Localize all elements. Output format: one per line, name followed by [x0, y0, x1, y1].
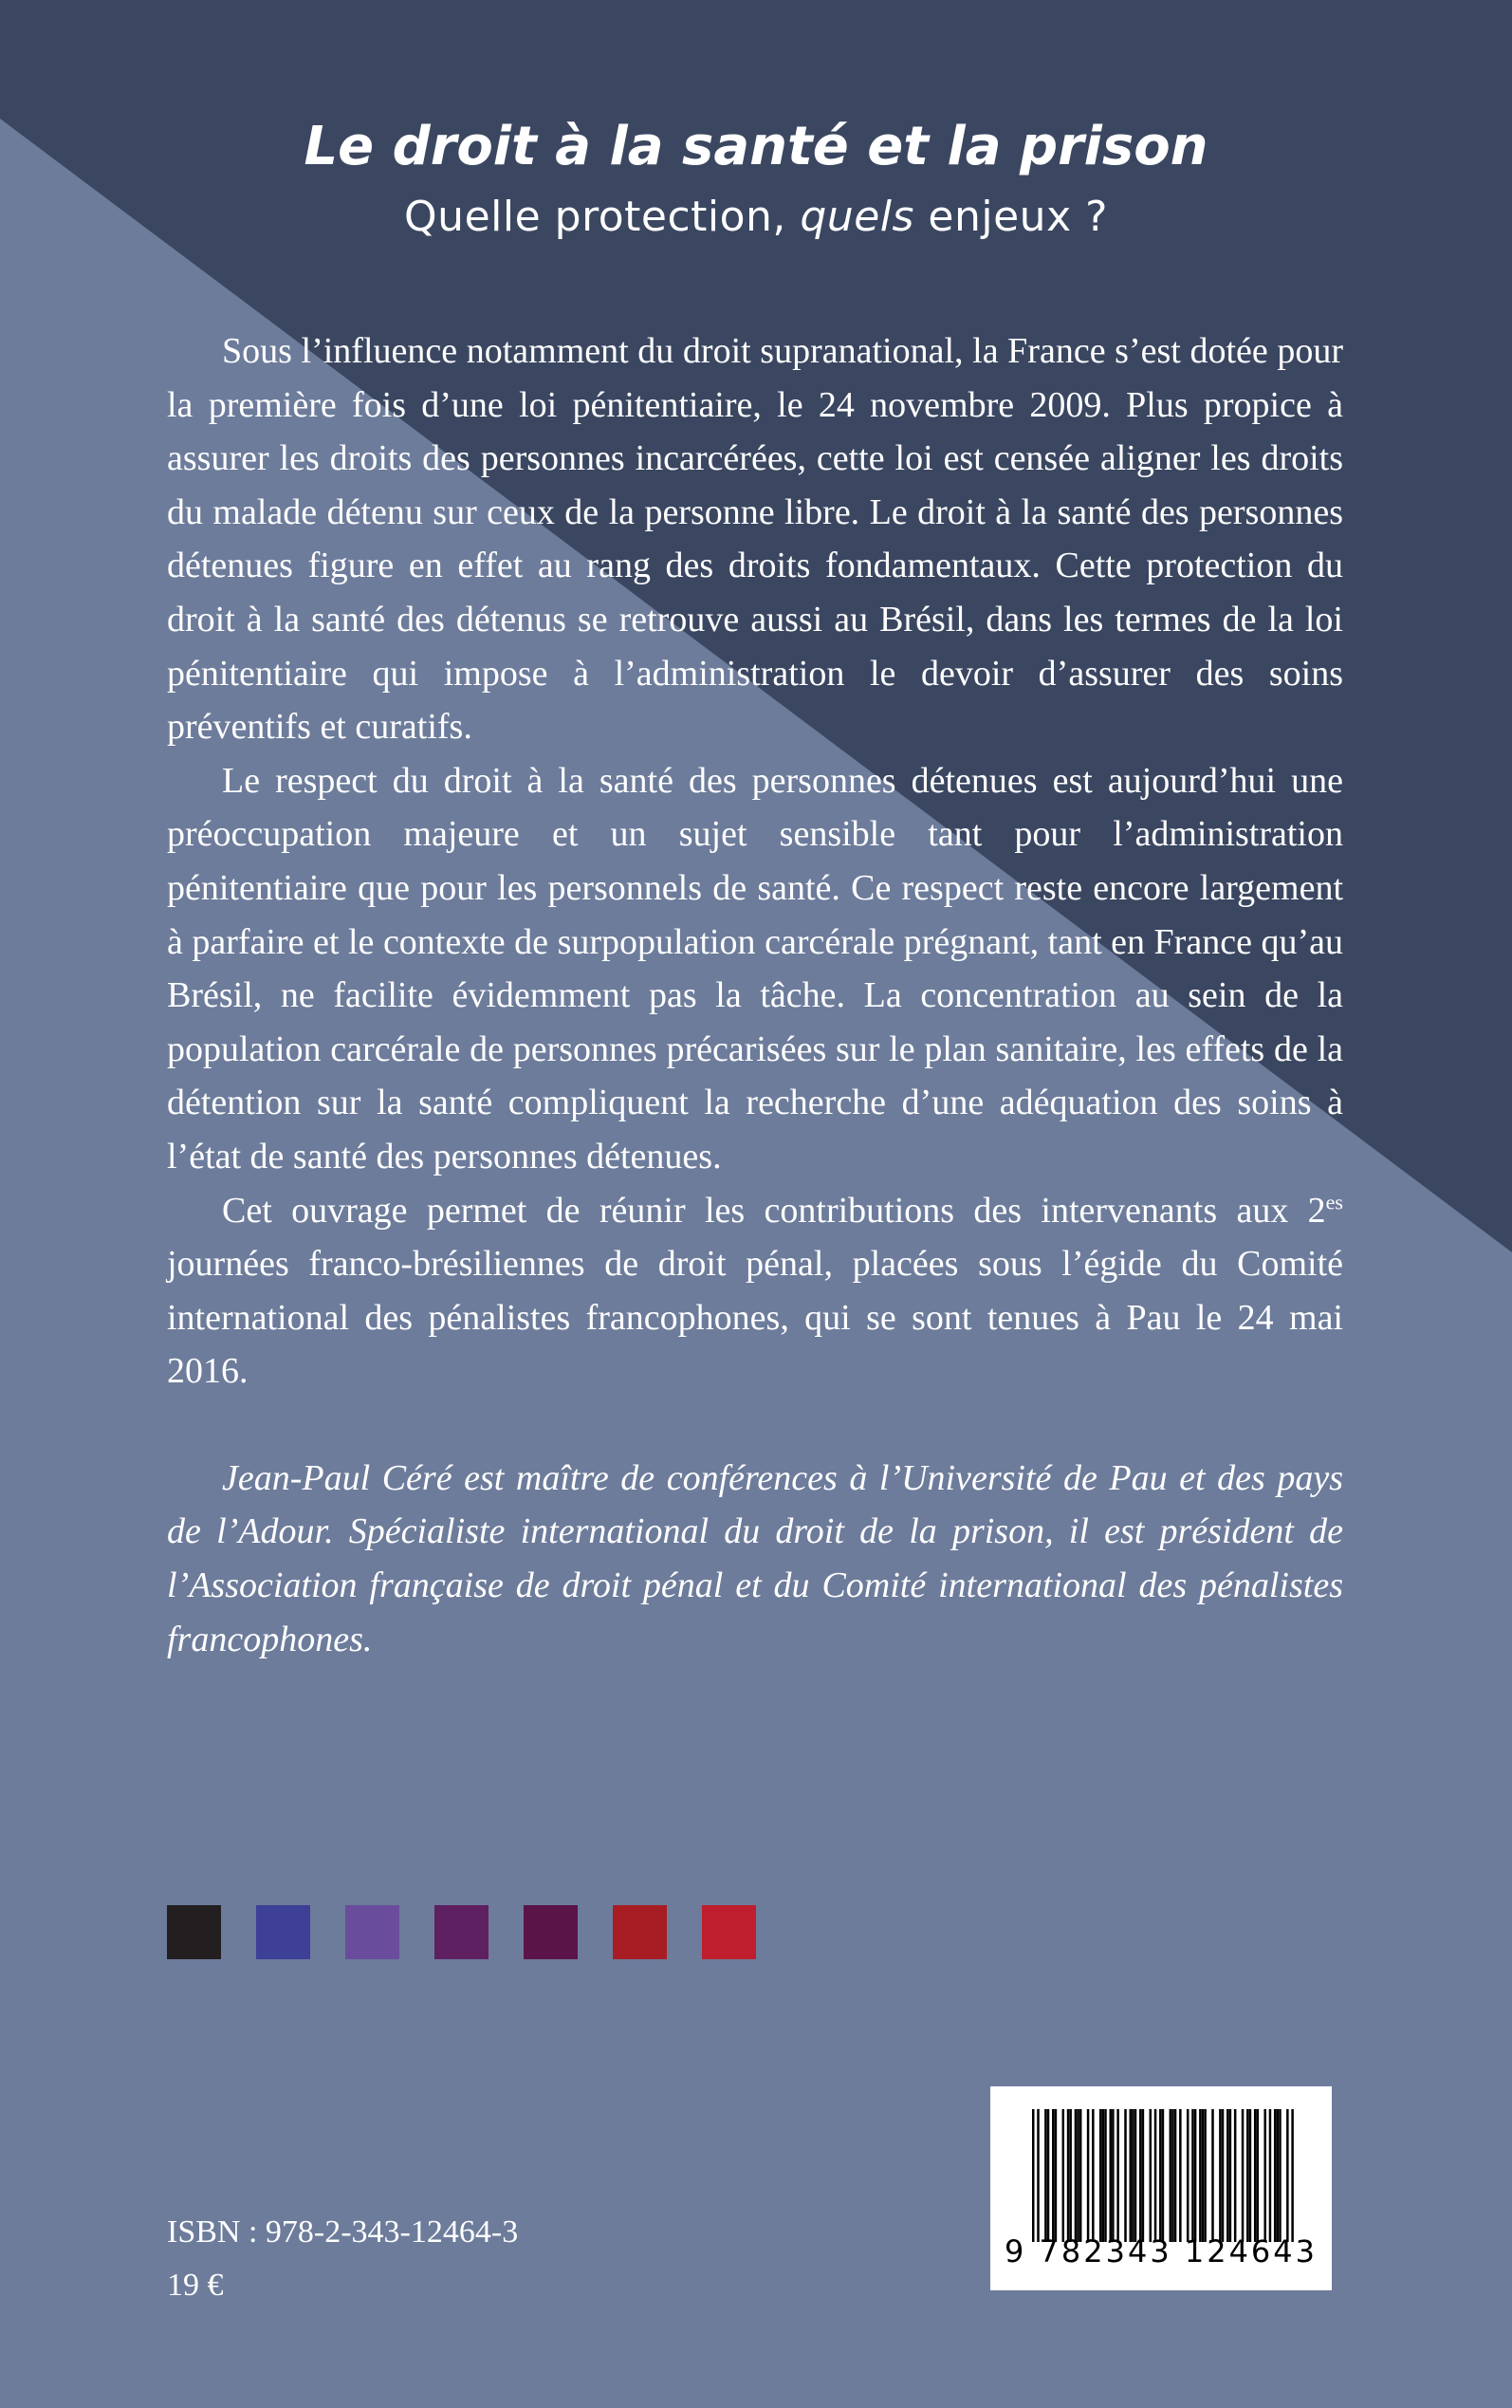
- back-cover-text: [167, 324, 1343, 1666]
- barcode-bar: [1171, 2109, 1174, 2242]
- barcode-bar: [1142, 2109, 1145, 2242]
- barcode-bar: [1242, 2109, 1245, 2242]
- barcode-bar: [1277, 2109, 1280, 2242]
- barcode-bar: [1159, 2109, 1162, 2242]
- barcode-bar: [1191, 2109, 1194, 2242]
- barcode-bar: [1112, 2109, 1115, 2242]
- barcode-bar: [1124, 2109, 1127, 2242]
- barcode-bar: [1174, 2109, 1177, 2242]
- barcode-bar: [1130, 2109, 1133, 2242]
- barcode-bar: [1199, 2109, 1202, 2242]
- title-block: [0, 109, 1512, 250]
- barcode-bar: [1204, 2109, 1207, 2242]
- barcode-bar: [1179, 2109, 1182, 2242]
- barcode-bar: [1104, 2109, 1107, 2242]
- barcode-bar: [1291, 2109, 1294, 2242]
- paragraph-3: [167, 1184, 1343, 1398]
- color-swatch: [613, 1905, 667, 1959]
- subtitle-plain: Quelle protection,: [404, 193, 801, 241]
- barcode-bar: [1170, 2109, 1172, 2242]
- barcode-bar: [1226, 2109, 1229, 2242]
- barcode-bar: [1162, 2109, 1165, 2242]
- paragraph-1: Sous l’influence notamment du droit supranational, la France s’est dotée pour la première fois d’une loi pénitentiaire, le 24 novembre 2009. Plus propice à assurer les droits des personnes incarcérées, cette loi est censée aligner les droits du malade détenu sur ceux de la personne libre. Le droit à la santé des personnes détenues figure en effet au rang des droits fondamentaux. Cette protection du droit à la santé des détenus se retrouve aussi au Brésil, dans les termes de la loi pénitentiaire qui impose à l’administration le devoir d’assurer des soins préventifs et curatifs.: [167, 331, 1343, 748]
- barcode-bar: [1279, 2109, 1282, 2242]
- barcode-bar: [1246, 2109, 1249, 2242]
- barcode-bar: [1032, 2109, 1035, 2242]
- barcode-digits: 9 782343 124643: [1004, 2233, 1318, 2269]
- barcode-bar: [1202, 2109, 1205, 2242]
- book-title: Le droit à la santé et la prison: [304, 116, 1208, 177]
- barcode-bar: [1257, 2109, 1260, 2242]
- barcode-bar: [1067, 2109, 1070, 2242]
- barcode-bar: [1269, 2109, 1272, 2242]
- paragraph-3-after: journées franco-brésiliennes de droit pénal, placées sous l’égide du Comité international des pénalistes francophones, qui se sont tenues à Pau le 24 mai 2016.: [167, 1244, 1343, 1392]
- barcode-bar: [1062, 2109, 1065, 2242]
- barcode-bar: [1102, 2109, 1105, 2242]
- barcode-bar: [1037, 2109, 1040, 2242]
- color-swatch: [524, 1905, 578, 1959]
- barcode-bar: [1249, 2109, 1252, 2242]
- color-swatch: [167, 1905, 221, 1959]
- barcode-box: [990, 2086, 1332, 2290]
- barcode-bar: [1055, 2109, 1058, 2242]
- isbn: ISBN : 978-2-343-12464-3: [167, 2214, 519, 2250]
- barcode-bar: [1087, 2109, 1090, 2242]
- barcode-bar: [1052, 2109, 1055, 2242]
- subtitle-italic: quels: [800, 193, 914, 241]
- barcode-bar: [1222, 2109, 1225, 2242]
- barcode-icon: [1032, 2109, 1294, 2242]
- barcode-bar: [1286, 2109, 1289, 2242]
- barcode-bar: [1132, 2109, 1134, 2242]
- barcode-bar: [1077, 2109, 1079, 2242]
- barcode-bar: [1092, 2109, 1095, 2242]
- barcode-bar: [1154, 2109, 1157, 2242]
- color-swatch: [256, 1905, 310, 1959]
- barcode-bar: [1099, 2109, 1102, 2242]
- barcode-bar: [1263, 2109, 1266, 2242]
- barcode-bar: [1116, 2109, 1119, 2242]
- barcode-bar: [1150, 2109, 1152, 2242]
- barcode-bar: [1069, 2109, 1072, 2242]
- barcode-bar: [1274, 2109, 1277, 2242]
- barcode-bar: [1194, 2109, 1197, 2242]
- barcode-bar: [1139, 2109, 1142, 2242]
- color-swatch: [345, 1905, 399, 1959]
- barcode-bar: [1079, 2109, 1082, 2242]
- barcode-bar: [1075, 2109, 1078, 2242]
- subtitle-rest: enjeux ?: [913, 193, 1108, 241]
- barcode-bar: [1187, 2109, 1189, 2242]
- barcode-bar: [1234, 2109, 1237, 2242]
- author-bio: Jean-Paul Céré est maître de conférences à l’Université de Pau et des pays de l’Adour. Spécialiste international du droit de la prison, il est président de l’Association française de droit pénal et du Comité international des pénalistes francophones.: [167, 1457, 1343, 1659]
- paragraph-2: Le respect du droit à la santé des personnes détenues est aujourd’hui une préoccupation majeure et un sujet sensible tant pour l’administration pénitentiaire que pour les personnels de santé. Ce respect reste encore largement à parfaire et le contexte de surpopulation carcérale prégnant, tant en France qu’au Brésil, ne facilite évidemment pas la tâche. La concentration au sein de la population carcérale de personnes précarisées sur le plan sanitaire, les effets de la détention sur la santé compliquent la recherche d’une adéquation des soins à l’état de santé des personnes détenues.: [167, 760, 1343, 1176]
- barcode-bar: [1229, 2109, 1232, 2242]
- barcode-bar: [1109, 2109, 1112, 2242]
- color-swatch: [702, 1905, 756, 1959]
- barcode-bar: [1254, 2109, 1257, 2242]
- color-swatches: [167, 1905, 791, 1959]
- color-swatch: [434, 1905, 489, 1959]
- barcode-bar: [1211, 2109, 1214, 2242]
- ordinal-superscript: es: [1325, 1189, 1343, 1213]
- barcode-bar: [1134, 2109, 1137, 2242]
- price: 19 €: [167, 2268, 224, 2303]
- barcode-bar: [1219, 2109, 1222, 2242]
- barcode-bar: [1044, 2109, 1047, 2242]
- book-subtitle: [0, 185, 1512, 250]
- barcode-bar: [1047, 2109, 1050, 2242]
- paragraph-3-before: Cet ouvrage permet de réunir les contributions des intervenants aux 2: [222, 1190, 1326, 1231]
